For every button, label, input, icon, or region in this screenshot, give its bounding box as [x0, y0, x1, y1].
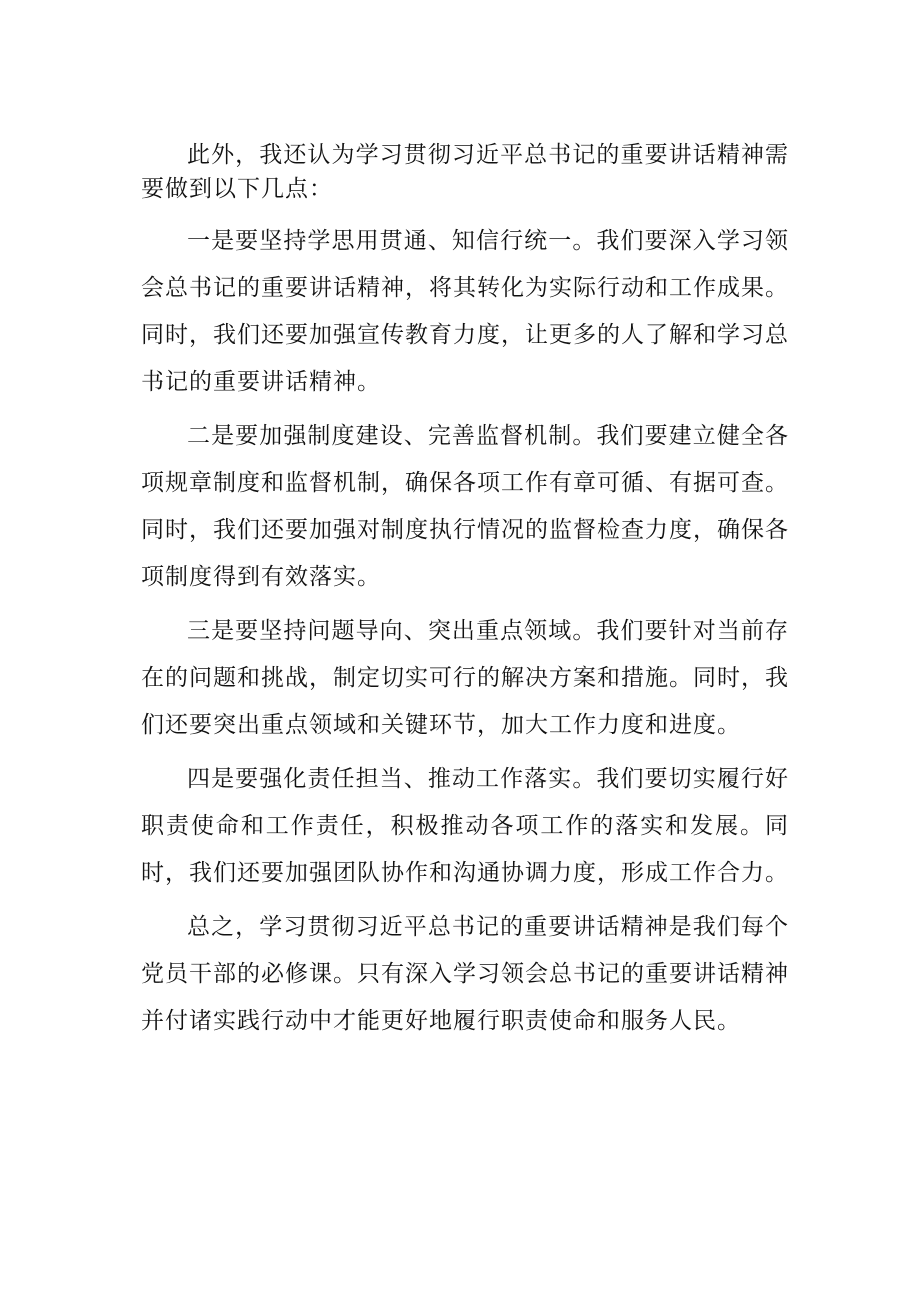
paragraph-point-1: 一是要坚持学思用贯通、知信行统一。我们要深入学习领会总书记的重要讲话精神，将其转化为实际行动和工作成果。同时，我们还要加强宣传教育力度，让更多的人了解和学习总书记的重要讲话精神。 [141, 228, 789, 395]
document-body [141, 138, 789, 1052]
paragraph-intro: 此外，我还认为学习贯彻习近平总书记的重要讲话精神需要做到以下几点： [141, 142, 789, 202]
paragraph-point-4: 四是要强化责任担当、推动工作落实。我们要切实履行好职责使命和工作责任，积极推动各项工作的落实和发展。同时，我们还要加强团队协作和沟通协调力度，形成工作合力。 [141, 766, 789, 886]
paragraph-point-3: 三是要坚持问题导向、突出重点领域。我们要针对当前存在的问题和挑战，制定切实可行的解决方案和措施。同时，我们还要突出重点领域和关键环节，加大工作力度和进度。 [141, 618, 789, 738]
paragraph-point-2: 二是要加强制度建设、完善监督机制。我们要建立健全各项规章制度和监督机制，确保各项工作有章可循、有据可查。同时，我们还要加强对制度执行情况的监督检查力度，确保各项制度得到有效落实。 [141, 423, 789, 590]
paragraph-conclusion: 总之，学习贯彻习近平总书记的重要讲话精神是我们每个党员干部的必修课。只有深入学习领会总书记的重要讲话精神并付诸实践行动中才能更好地履行职责使命和服务人民。 [141, 914, 789, 1034]
